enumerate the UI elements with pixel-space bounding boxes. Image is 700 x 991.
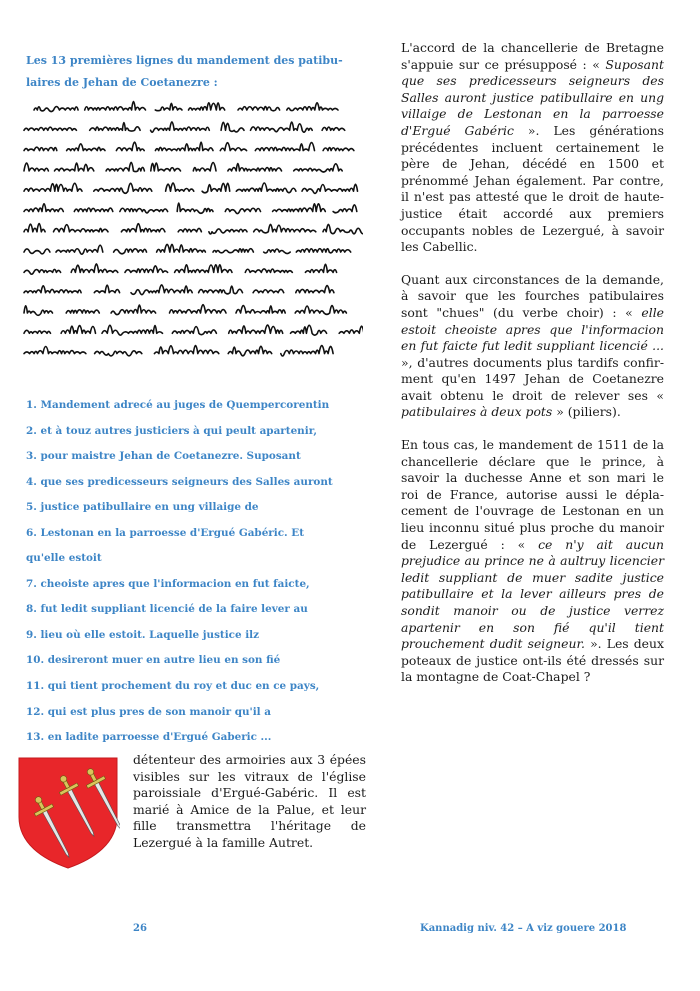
handwritten-word — [24, 204, 63, 212]
publication-title: Kannadig niv. 42 – A viz gouere 2018 — [420, 923, 627, 934]
handwritten-word — [94, 285, 119, 293]
transcription-list — [26, 398, 356, 756]
line-number: 13. — [26, 731, 45, 744]
transcription-line — [26, 449, 356, 463]
heading-line-1: Les 13 premières lignes du mandement des patibu- — [26, 54, 343, 67]
line-number: 2. — [26, 424, 37, 437]
line-text: lieu où elle estoit. Laquelle justice ilz — [40, 628, 260, 641]
handwritten-word — [323, 148, 354, 151]
p2-mid: », d'autres documents plus tardifs confirment qu'en 1497 Jehan de Coetanezre avait obtenu le droit de relever ses « — [401, 354, 664, 403]
handwritten-word — [131, 285, 192, 295]
handwritten-word — [193, 163, 216, 171]
line-continuation: qu'elle estoit — [26, 551, 102, 564]
handwritten-word — [228, 164, 282, 171]
p1-intro: L'accord de la chancellerie de Bretagne s'appuie sur ce présupposé : « — [401, 40, 664, 72]
handwritten-word — [157, 244, 206, 252]
handwritten-word — [154, 346, 218, 354]
handwritten-word — [177, 203, 213, 213]
shield-three-swords-icon — [16, 755, 120, 870]
line-number: 11. — [26, 679, 45, 692]
line-number: 5. — [26, 501, 37, 514]
line-text: justice patibullaire en ung villaige de — [40, 501, 259, 514]
transcription-line — [26, 577, 356, 591]
p2-quote-1: elle estoit cheoiste apres que l'informacion en fut faicte fut ledit suppliant licencié ... — [401, 304, 664, 354]
p2-quote-2: patibulaires à deux pots — [401, 404, 553, 420]
line-number: 4. — [26, 475, 37, 488]
handwritten-word — [305, 264, 336, 272]
paragraph-mandement-1511 — [401, 437, 664, 686]
handwritten-word — [287, 103, 338, 111]
handwritten-word — [220, 143, 246, 151]
handwritten-word — [264, 249, 290, 254]
line-text: qui est plus pres de son manoir qu'il a — [47, 705, 271, 718]
handwritten-word — [294, 164, 343, 172]
handwritten-word — [209, 229, 247, 234]
line-text: que ses predicesseurs seigneurs des Salles auront — [40, 475, 333, 488]
handwritten-word — [302, 184, 358, 193]
handwritten-word — [291, 325, 327, 335]
line-number: 12. — [26, 705, 45, 718]
handwritten-word — [95, 351, 142, 356]
handwritten-word — [55, 163, 94, 171]
handwritten-word — [24, 249, 50, 254]
p3-quote: ce n'y ait aucun prejudice au prince ne à aultruy licencier ledit suppliant de muer sadite justice patibullaire et la lever ailleurs pres de sondit manoir ou de justice verrez apartenir en son fié qu'il tient prouchement dudit seigneur. — [401, 536, 664, 652]
handwritten-word — [254, 224, 316, 233]
p3-outro: ». Les deux poteaux de justice ont-ils été dressés sur la montagne de Coat-Chapel ? — [401, 636, 664, 685]
handwritten-word — [323, 224, 363, 233]
handwritten-word — [333, 205, 357, 213]
handwritten-word — [24, 330, 51, 333]
handwritten-word — [24, 147, 57, 150]
transcription-line — [26, 653, 356, 667]
line-text: et à touz autres justiciers à qui peult apartenir, — [40, 424, 318, 437]
p2-intro: Quant aux circonstances de la demande, à savoir que les fourches patibulaires sont "chues" (du verbe choir) : « — [401, 271, 664, 320]
handwritten-word — [273, 204, 326, 212]
line-text: Lestonan en la parroesse d'Ergué Gabéric. Et — [40, 526, 305, 539]
p1-outro: ». Les générations précédentes incluent certainement le père de Jehan, décédé en 1500 et prénommé Jehan également. Par contre, il n'est pas attesté que le droit de haute-justice était accordé aux premiers occupants nobles de Lezergué, à savoir les Cabellic. — [401, 122, 664, 255]
handwritten-word — [322, 127, 345, 130]
heading-line-2: laires de Jehan de Coetanezre : — [26, 76, 218, 89]
handwritten-word — [94, 183, 152, 193]
manuscript-image — [18, 96, 363, 371]
handwritten-word — [90, 123, 140, 132]
handwritten-word — [106, 162, 144, 171]
handwritten-word — [116, 142, 144, 150]
manuscript-heading — [26, 50, 346, 94]
handwritten-word — [71, 264, 118, 272]
handwritten-word — [213, 249, 253, 253]
handwritten-word — [67, 144, 105, 151]
handwritten-word — [74, 208, 113, 212]
handwritten-word — [296, 249, 350, 253]
line-number: 10. — [26, 654, 45, 667]
line-number: 6. — [26, 526, 37, 539]
handwritten-word — [24, 224, 45, 232]
handwritten-word — [54, 225, 108, 232]
arms-caption — [133, 752, 366, 852]
handwritten-word — [56, 245, 103, 254]
handwritten-word — [111, 305, 155, 315]
handwritten-word — [121, 224, 165, 232]
handwritten-word — [155, 142, 213, 150]
transcription-line — [26, 602, 356, 616]
line-text: desireront muer en autre lieu en son fié — [47, 654, 281, 667]
handwritten-word — [151, 122, 210, 132]
line-number: 8. — [26, 603, 37, 616]
handwritten-word — [166, 183, 194, 191]
handwritten-word — [61, 326, 95, 334]
handwritten-word — [221, 122, 244, 132]
line-text: cheoiste apres que l'informacion en fut faicte, — [40, 577, 310, 590]
paragraph-chancellerie — [401, 40, 664, 256]
handwritten-word — [238, 107, 280, 111]
handwritten-word — [125, 266, 168, 273]
arms-caption-text: détenteur des armoiries aux 3 épées visibles sur les vitraux de l'église paroissiale d'Ergué-Gabéric. Il est marié à Amice de la Palue, et leur fille transmettra l'héritage de Lezergué à la famille Autret. — [133, 752, 366, 850]
transcription-line — [26, 475, 356, 489]
handwritten-word — [24, 269, 61, 274]
p2-outro: » (piliers). — [552, 404, 621, 420]
line-number: 1. — [26, 399, 37, 411]
handwritten-word — [178, 228, 201, 231]
handwritten-word — [155, 103, 182, 110]
handwritten-word — [24, 183, 82, 191]
handwritten-word — [151, 163, 181, 171]
handwritten-word — [228, 346, 272, 356]
line-text: qui tient prochement du roy et duc en ce pays, — [47, 679, 320, 692]
handwritten-word — [281, 346, 333, 356]
handwriting-scan — [18, 96, 363, 371]
handwritten-word — [120, 208, 168, 213]
handwritten-word — [229, 325, 283, 333]
right-column-text — [401, 40, 664, 702]
transcription-line — [26, 500, 356, 514]
coat-of-arms-icon — [16, 755, 120, 870]
transcription-line — [26, 526, 356, 565]
transcription-line — [26, 628, 356, 642]
handwritten-word — [202, 183, 230, 193]
handwritten-word — [66, 310, 99, 313]
handwritten-word — [296, 286, 334, 293]
handwritten-word — [295, 306, 346, 315]
line-number: 3. — [26, 450, 37, 463]
handwritten-word — [24, 127, 76, 130]
handwritten-word — [236, 306, 285, 314]
page-number: 26 — [133, 923, 147, 934]
handwritten-word — [236, 183, 296, 193]
line-text: Mandement adrecé au juges de Quempercorentin — [40, 399, 330, 411]
line-text: en ladite parroesse d'Ergué Gaberic ... — [47, 731, 272, 744]
handwritten-word — [253, 289, 284, 292]
transcription-line — [26, 730, 356, 744]
handwritten-word — [225, 208, 260, 213]
handwritten-word — [189, 103, 225, 110]
transcription-line — [26, 679, 356, 693]
line-number: 9. — [26, 628, 37, 641]
handwritten-word — [102, 325, 163, 335]
handwritten-word — [199, 286, 243, 294]
handwritten-word — [24, 163, 48, 171]
line-number: 7. — [26, 577, 37, 590]
line-text: fut ledit suppliant licencié de la faire lever au — [40, 603, 308, 616]
transcription-line — [26, 398, 356, 412]
handwritten-word — [85, 102, 146, 110]
handwritten-word — [24, 347, 86, 354]
paragraph-circonstances — [401, 272, 664, 421]
handwritten-word — [175, 265, 232, 273]
handwritten-word — [245, 269, 292, 272]
handwritten-word — [339, 326, 363, 333]
handwritten-word — [170, 305, 227, 313]
transcription-line — [26, 424, 356, 438]
handwritten-word — [251, 122, 313, 132]
p3-intro: En tous cas, le mandement de 1511 de la chancellerie déclare que le prince, à savoir la duchesse Anne et son mari le roi de France, autorise aussi le déplacement de l'ouvrage de Lestonan en un lieu inconnu situé plus proche du manoir de Lezergué : « — [401, 437, 664, 552]
handwritten-word — [24, 286, 81, 293]
transcription-line — [26, 705, 356, 719]
handwritten-word — [34, 107, 78, 112]
line-text: pour maistre Jehan de Coetanezre. Suposant — [40, 450, 301, 463]
handwritten-word — [172, 327, 216, 335]
handwritten-word — [114, 249, 147, 254]
p1-quote: Suposant que ses predicesseurs seigneurs des Salles auront justice patibullaire en ung villaige de Lestonan en la parroesse d'Ergué Gabéric — [401, 56, 664, 138]
handwritten-word — [255, 143, 314, 151]
handwritten-word — [24, 306, 52, 316]
